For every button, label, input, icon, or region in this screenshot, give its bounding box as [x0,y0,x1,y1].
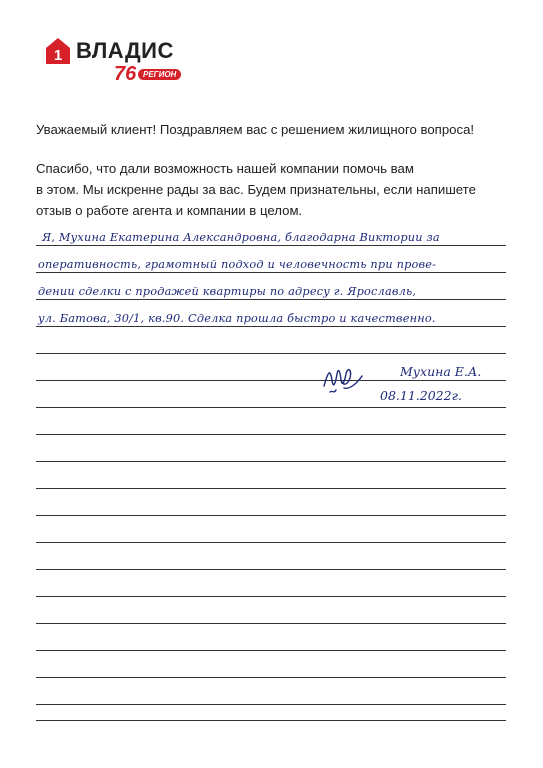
handwritten-line: Я, Мухина Екатерина Александровна, благодарна Виктории за [42,231,440,244]
signature-name: Мухина Е.А. [400,364,482,379]
handwritten-line: дении сделки с продажей квартиры по адресу г. Ярославль, [38,285,417,298]
handwritten-line: ул. Батова, 30/1, кв.90. Сделка прошла быстро и качественно. [38,312,436,325]
house-badge-digit: 1 [53,47,63,64]
signature-date: 08.11.2022г. [380,388,462,403]
rule-line [36,542,506,543]
rule-line [36,596,506,597]
rule-line [36,407,506,408]
logo-company-name: ВЛАДИС [76,38,174,63]
intro-line: в этом. Мы искренне рады за вас. Будем признательны, если напишете [36,182,476,197]
rule-line [36,569,506,570]
rule-line [36,461,506,462]
rule-line [36,623,506,624]
logo-region-number: 76 [114,63,137,85]
handwritten-line: оперативность, грамотный подход и человечность при прове- [38,258,437,271]
rule-line [36,380,506,381]
rule-line [36,488,506,489]
intro-line: отзыв о работе агента и компании в целом. [36,203,303,218]
rule-line [36,434,506,435]
handwritten-signature [320,360,366,396]
intro-line: Спасибо, что дали возможность нашей компании помочь вам [36,161,414,176]
rule-line [36,650,506,651]
rule-line [36,720,506,721]
letter-greeting: Уважаемый клиент! Поздравляем вас с решением жилищного вопроса! [36,122,475,137]
logo-region-badge: РЕГИОН [138,69,181,80]
ruled-lines [36,0,506,768]
rule-line [36,677,506,678]
rule-line [36,353,506,354]
rule-line [36,704,506,705]
rule-line [36,515,506,516]
